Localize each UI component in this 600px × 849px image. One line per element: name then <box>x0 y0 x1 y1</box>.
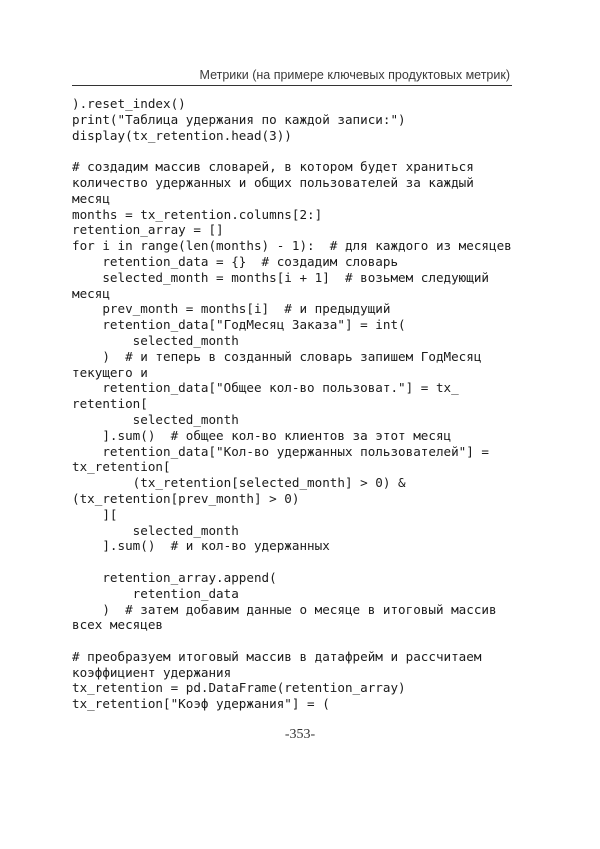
code-line: ].sum() # и кол-во удержанных <box>72 538 330 554</box>
code-line: months = tx_retention.columns[2:] <box>72 206 323 222</box>
code-line: tx_retention[ <box>72 459 171 475</box>
code-line: текущего и <box>72 364 148 380</box>
code-line: ][ <box>72 506 118 522</box>
header-title: Метрики (на примере ключевых продуктовых метрик) <box>199 68 510 82</box>
code-line: # преобразуем итоговый массив в датафрейм и рассчитаем <box>72 648 482 664</box>
code-line <box>72 143 522 159</box>
code-line: retention_data = {} # создадим словарь <box>72 253 399 269</box>
code-line: retention_array = [] <box>72 222 224 238</box>
code-line: ) # затем добавим данные о месяце в итоговый массив <box>72 601 497 617</box>
code-line: retention_data["Кол-во удержанных пользователей"] = <box>72 443 490 459</box>
code-line: display(tx_retention.head(3)) <box>72 127 292 143</box>
code-line: ).reset_index() <box>72 96 186 111</box>
code-line: selected_month <box>72 522 239 538</box>
code-line: всех месяцев <box>72 617 163 633</box>
code-line: retention[ <box>72 396 148 412</box>
code-line: месяц <box>72 285 110 301</box>
code-line: selected_month = months[i + 1] # возьмем следующий <box>72 269 490 285</box>
code-line: retention_data["ГодМесяц Заказа"] = int( <box>72 317 406 333</box>
code-listing <box>72 96 522 712</box>
code-line: tx_retention["Коэф удержания"] = ( <box>72 696 330 712</box>
code-line: selected_month <box>72 411 239 427</box>
code-line: (tx_retention[prev_month] > 0) <box>72 490 300 506</box>
code-line: retention_data <box>72 585 239 601</box>
code-line: месяц <box>72 190 110 206</box>
code-line: tx_retention = pd.DataFrame(retention_array) <box>72 680 406 696</box>
code-line: retention_data["Общее кол-во пользоват."] = tx_ <box>72 380 459 396</box>
code-line: # создадим массив словарей, в котором будет храниться <box>72 159 474 175</box>
code-line: selected_month <box>72 332 239 348</box>
code-line: ) # и теперь в созданный словарь запишем ГодМесяц <box>72 348 482 364</box>
code-line: retention_array.append( <box>72 569 277 585</box>
code-line: (tx_retention[selected_month] > 0) & <box>72 475 406 491</box>
code-line: for i in range(len(months) - 1): # для каждого из месяцев <box>72 238 512 254</box>
code-line: prev_month = months[i] # и предыдущий <box>72 301 391 317</box>
code-line: коэффициент удержания <box>72 664 232 680</box>
page-number: -353- <box>284 727 316 742</box>
code-line: print("Таблица удержания по каждой записи:") <box>72 111 406 127</box>
code-line: количество удержанных и общих пользователей за каждый <box>72 174 474 190</box>
code-line <box>72 554 522 570</box>
running-header <box>72 67 512 86</box>
code-line: ].sum() # общее кол-во клиентов за этот месяц <box>72 427 452 443</box>
code-line <box>72 633 522 649</box>
